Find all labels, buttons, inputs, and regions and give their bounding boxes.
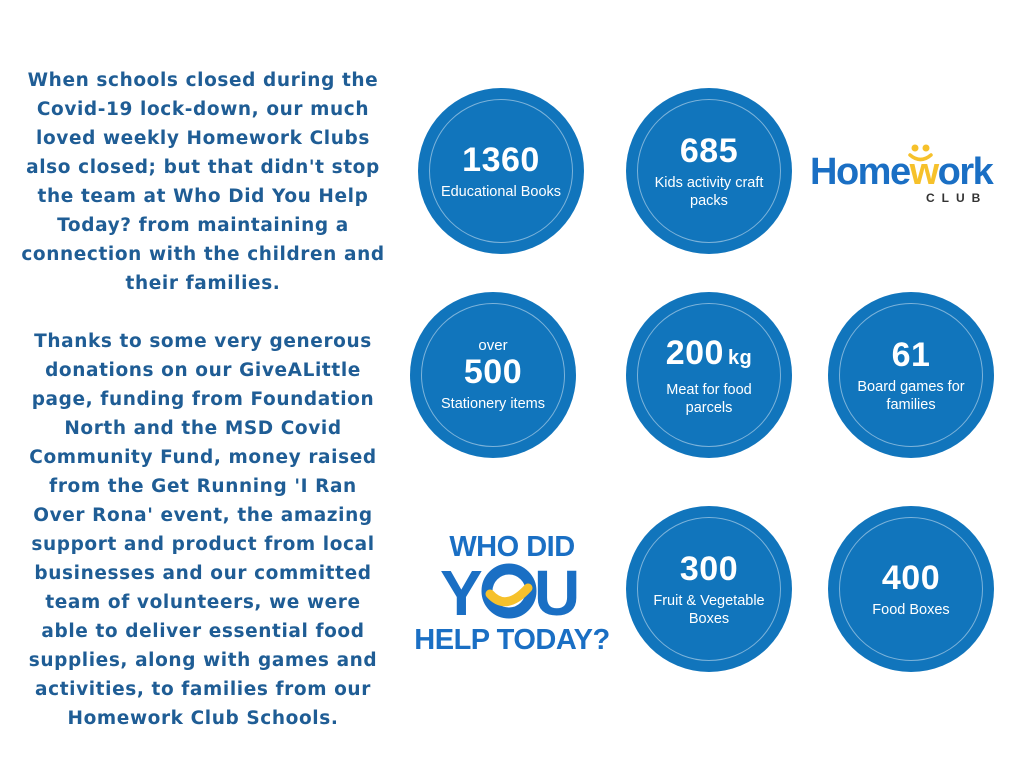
stat-food-label: Food Boxes [872, 602, 950, 618]
stat-games-circle [828, 292, 994, 458]
stat-food-value: 400 [881, 559, 941, 597]
stat-craft-value: 685 [679, 132, 739, 170]
stat-fruit-label: Fruit & Vegetable Boxes [653, 593, 765, 627]
club-wordmark: CLUB [926, 191, 988, 205]
stat-stationery-value: 500 [463, 353, 523, 391]
stat-meat-unit: kg [727, 346, 753, 369]
stat-books-value: 1360 [462, 141, 540, 179]
stat-craft-label: Kids activity craft packs [654, 175, 764, 209]
stat-stationery-prefix: over [478, 337, 508, 354]
hands-circle-icon [487, 569, 531, 613]
who-did-you-help-today-logo [410, 528, 614, 656]
stat-fruit-value: 300 [679, 550, 739, 588]
logo-line-who-did: WHO DID [449, 531, 575, 563]
stat-food-circle [828, 506, 994, 672]
stat-meat-value-row [666, 334, 753, 377]
story-paragraph-2: Thanks to some very generous donations on our GiveALittle page, funding from Foundation North and the MSD Covid Community Fund, money raised from the Get Running 'I Ran Over Rona' event, the amazing support and product from local businesses and our committed team of volunteers, we were able to deliver essential food supplies, along with games and activities, to families from our Homework Club Schools. [28, 331, 378, 729]
stat-books-circle [418, 88, 584, 254]
stat-craft-circle [626, 88, 792, 254]
stat-meat-value: 200 [665, 333, 724, 372]
homework-club-logo [806, 140, 1000, 206]
stat-games-label: Board games for families [857, 379, 965, 413]
story-paragraph-1: When schools closed during the Covid-19 lock-down, our much loved weekly Homework Clubs also closed; but that didn't stop the team at Who Did You Help Today? from maintaining a connection with the children and their families. [21, 70, 385, 294]
homework-wordmark: Homework [810, 151, 993, 193]
stat-meat-circle [626, 292, 792, 458]
stat-stationery-circle [410, 292, 576, 458]
story-text [20, 66, 386, 733]
stat-games-value: 61 [891, 336, 931, 374]
logo-letter-y: Y [440, 557, 480, 629]
stat-fruit-circle [626, 506, 792, 672]
stat-meat-label: Meat for food parcels [666, 381, 752, 416]
stat-books-label: Educational Books [440, 184, 562, 200]
logo-letter-u: U [534, 557, 578, 629]
logo-line-help-today: HELP TODAY? [414, 624, 610, 656]
stat-stationery-label: Stationery items [441, 396, 545, 412]
